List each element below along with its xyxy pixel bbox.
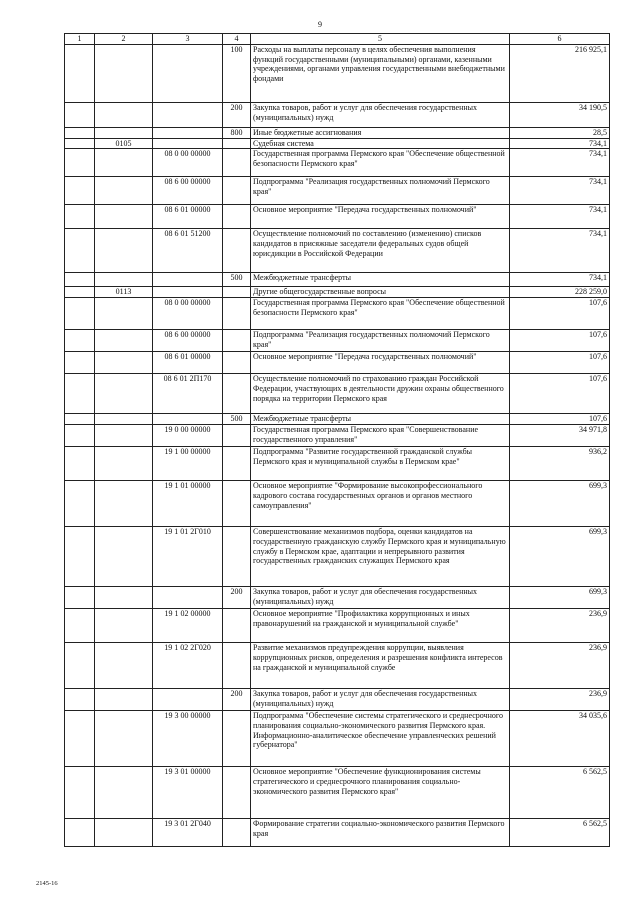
target-article-cell: 19 3 01 2Г040 — [153, 818, 223, 846]
section-cell — [65, 138, 95, 149]
amount-cell: 734,1 — [510, 205, 610, 229]
table-row — [65, 177, 610, 205]
amount-cell: 107,6 — [510, 352, 610, 374]
section-cell — [65, 287, 95, 298]
table-header-row — [65, 34, 610, 45]
subsection-cell — [95, 149, 153, 177]
header-cell: 5 — [251, 34, 510, 45]
description-cell: Основное мероприятие "Передача государственных полномочий" — [251, 352, 510, 374]
table-row — [65, 149, 610, 177]
amount-cell: 734,1 — [510, 229, 610, 273]
expense-type-cell — [223, 149, 251, 177]
expense-type-cell — [223, 229, 251, 273]
subsection-cell — [95, 273, 153, 287]
amount-cell: 236,9 — [510, 688, 610, 710]
description-cell: Совершенствование механизмов подбора, оценки кандидатов на государственную гражданскую службу Пермского края и муниципальную службу в Пермском крае, адаптации и непрерывного развития государственных гражданских служащих Пермского края — [251, 526, 510, 586]
target-article-cell — [153, 102, 223, 127]
page-number: 9 — [318, 20, 322, 29]
target-article-cell — [153, 127, 223, 138]
target-article-cell: 19 0 00 00000 — [153, 424, 223, 446]
description-cell: Основное мероприятие "Передача государственных полномочий" — [251, 205, 510, 229]
amount-cell: 6 562,5 — [510, 818, 610, 846]
table-row — [65, 586, 610, 608]
amount-cell: 699,3 — [510, 480, 610, 526]
description-cell: Судебная система — [251, 138, 510, 149]
target-article-cell — [153, 688, 223, 710]
table-row — [65, 102, 610, 127]
table-row — [65, 688, 610, 710]
target-article-cell: 08 0 00 00000 — [153, 149, 223, 177]
section-cell — [65, 298, 95, 330]
subsection-cell — [95, 352, 153, 374]
amount-cell: 734,1 — [510, 138, 610, 149]
table-row — [65, 766, 610, 818]
expense-type-cell — [223, 330, 251, 352]
footer-code: 2145-16 — [36, 880, 58, 887]
section-cell — [65, 229, 95, 273]
description-cell: Основное мероприятие "Профилактика коррупционных и иных правонарушений на гражданской и муниципальной службе" — [251, 608, 510, 642]
amount-cell: 734,1 — [510, 273, 610, 287]
table-row — [65, 127, 610, 138]
target-article-cell: 08 6 01 51200 — [153, 229, 223, 273]
amount-cell: 6 562,5 — [510, 766, 610, 818]
expense-type-cell — [223, 205, 251, 229]
expense-type-cell — [223, 352, 251, 374]
subsection-cell — [95, 298, 153, 330]
description-cell: Закупка товаров, работ и услуг для обеспечения государственных (муниципальных) нужд — [251, 102, 510, 127]
table-row — [65, 44, 610, 102]
subsection-cell — [95, 127, 153, 138]
expense-type-cell — [223, 480, 251, 526]
target-article-cell: 19 1 01 2Г010 — [153, 526, 223, 586]
section-cell — [65, 526, 95, 586]
target-article-cell — [153, 44, 223, 102]
table-row — [65, 710, 610, 766]
table-row — [65, 298, 610, 330]
expense-type-cell: 200 — [223, 102, 251, 127]
subsection-cell — [95, 526, 153, 586]
table-row — [65, 642, 610, 688]
table-row — [65, 229, 610, 273]
table-row — [65, 818, 610, 846]
amount-cell: 236,9 — [510, 608, 610, 642]
section-cell — [65, 608, 95, 642]
amount-cell: 34 190,5 — [510, 102, 610, 127]
target-article-cell: 19 1 02 2Г020 — [153, 642, 223, 688]
expense-type-cell — [223, 138, 251, 149]
subsection-cell — [95, 480, 153, 526]
amount-cell: 734,1 — [510, 177, 610, 205]
amount-cell: 699,3 — [510, 526, 610, 586]
amount-cell: 107,6 — [510, 414, 610, 425]
expense-type-cell — [223, 818, 251, 846]
target-article-cell — [153, 287, 223, 298]
description-cell: Другие общегосударственные вопросы — [251, 287, 510, 298]
expense-type-cell: 500 — [223, 273, 251, 287]
budget-table — [64, 33, 610, 847]
subsection-cell — [95, 710, 153, 766]
subsection-cell — [95, 44, 153, 102]
description-cell: Основное мероприятие "Формирование высокопрофессионального кадрового состава государственных органов и органов местного самоуправления" — [251, 480, 510, 526]
table-row — [65, 287, 610, 298]
amount-cell: 107,6 — [510, 298, 610, 330]
section-cell — [65, 710, 95, 766]
amount-cell: 216 925,1 — [510, 44, 610, 102]
expense-type-cell: 100 — [223, 44, 251, 102]
header-cell: 1 — [65, 34, 95, 45]
amount-cell: 236,9 — [510, 642, 610, 688]
target-article-cell: 08 6 00 00000 — [153, 330, 223, 352]
description-cell: Государственная программа Пермского края "Обеспечение общественной безопасности Пермского края" — [251, 149, 510, 177]
header-cell: 3 — [153, 34, 223, 45]
target-article-cell: 08 6 01 00000 — [153, 205, 223, 229]
description-cell: Осуществление полномочий по составлению (изменению) списков кандидатов в присяжные заседатели федеральных судов общей юрисдикции в Российской Федерации — [251, 229, 510, 273]
subsection-cell — [95, 608, 153, 642]
expense-type-cell — [223, 642, 251, 688]
table-row — [65, 205, 610, 229]
table-row — [65, 480, 610, 526]
section-cell — [65, 127, 95, 138]
section-cell — [65, 352, 95, 374]
target-article-cell: 08 0 00 00000 — [153, 298, 223, 330]
description-cell: Основное мероприятие "Обеспечение функционирования системы стратегического и среднесрочного планирования социально-экономического развития Пермского края" — [251, 766, 510, 818]
description-cell: Подпрограмма "Развитие государственной гражданской службы Пермского края и муниципальной службы в Пермском крае" — [251, 446, 510, 480]
subsection-cell — [95, 688, 153, 710]
description-cell: Расходы на выплаты персоналу в целях обеспечения выполнения функций государственными (муниципальными) органами, казенными учреждениями, органами управления государственными внебюджетными фондами — [251, 44, 510, 102]
description-cell: Иные бюджетные ассигнования — [251, 127, 510, 138]
table-row — [65, 526, 610, 586]
section-cell — [65, 102, 95, 127]
amount-cell: 107,6 — [510, 330, 610, 352]
expense-type-cell — [223, 177, 251, 205]
section-cell — [65, 44, 95, 102]
expense-type-cell: 200 — [223, 586, 251, 608]
section-cell — [65, 205, 95, 229]
description-cell: Подпрограмма "Реализация государственных полномочий Пермского края" — [251, 330, 510, 352]
description-cell: Осуществление полномочий по страхованию граждан Российской Федерации, участвующих в деятельности дружин охраны общественного порядка на территории Пермского края — [251, 374, 510, 414]
subsection-cell: 0105 — [95, 138, 153, 149]
table-row — [65, 424, 610, 446]
section-cell — [65, 374, 95, 414]
subsection-cell — [95, 330, 153, 352]
expense-type-cell — [223, 287, 251, 298]
expense-type-cell: 800 — [223, 127, 251, 138]
description-cell: Закупка товаров, работ и услуг для обеспечения государственных (муниципальных) нужд — [251, 586, 510, 608]
target-article-cell: 19 3 00 00000 — [153, 710, 223, 766]
target-article-cell: 19 1 01 00000 — [153, 480, 223, 526]
amount-cell: 228 259,0 — [510, 287, 610, 298]
section-cell — [65, 273, 95, 287]
amount-cell: 34 035,6 — [510, 710, 610, 766]
section-cell — [65, 642, 95, 688]
target-article-cell — [153, 273, 223, 287]
subsection-cell — [95, 424, 153, 446]
description-cell: Развитие механизмов предупреждения коррупции, выявления коррупционных рисков, определения и разрешения конфликта интересов на гражданской и муниципальной службе — [251, 642, 510, 688]
amount-cell: 107,6 — [510, 374, 610, 414]
target-article-cell — [153, 138, 223, 149]
amount-cell: 699,3 — [510, 586, 610, 608]
expense-type-cell — [223, 766, 251, 818]
amount-cell: 734,1 — [510, 149, 610, 177]
description-cell: Подпрограмма "Обеспечение системы стратегического и среднесрочного планирования социально-экономического развития Пермского края. Информационно-аналитическое обеспечение управленческих решений губернатора" — [251, 710, 510, 766]
expense-type-cell: 200 — [223, 688, 251, 710]
header-cell: 2 — [95, 34, 153, 45]
subsection-cell — [95, 229, 153, 273]
target-article-cell: 08 6 01 00000 — [153, 352, 223, 374]
section-cell — [65, 149, 95, 177]
subsection-cell — [95, 205, 153, 229]
amount-cell: 936,2 — [510, 446, 610, 480]
amount-cell: 28,5 — [510, 127, 610, 138]
subsection-cell — [95, 586, 153, 608]
subsection-cell — [95, 766, 153, 818]
target-article-cell: 08 6 00 00000 — [153, 177, 223, 205]
table-row — [65, 446, 610, 480]
section-cell — [65, 424, 95, 446]
expense-type-cell — [223, 298, 251, 330]
target-article-cell: 19 1 00 00000 — [153, 446, 223, 480]
subsection-cell — [95, 446, 153, 480]
description-cell: Межбюджетные трансферты — [251, 273, 510, 287]
target-article-cell: 19 1 02 00000 — [153, 608, 223, 642]
target-article-cell: 08 6 01 2П170 — [153, 374, 223, 414]
description-cell: Закупка товаров, работ и услуг для обеспечения государственных (муниципальных) нужд — [251, 688, 510, 710]
section-cell — [65, 766, 95, 818]
subsection-cell — [95, 818, 153, 846]
section-cell — [65, 586, 95, 608]
subsection-cell: 0113 — [95, 287, 153, 298]
description-cell: Государственная программа Пермского края "Совершенствование государственного управления" — [251, 424, 510, 446]
section-cell — [65, 414, 95, 425]
section-cell — [65, 480, 95, 526]
section-cell — [65, 446, 95, 480]
description-cell: Формирование стратегии социально-экономического развития Пермского края — [251, 818, 510, 846]
expense-type-cell — [223, 424, 251, 446]
table-row — [65, 374, 610, 414]
amount-cell: 34 971,8 — [510, 424, 610, 446]
section-cell — [65, 688, 95, 710]
section-cell — [65, 818, 95, 846]
description-cell: Межбюджетные трансферты — [251, 414, 510, 425]
description-cell: Подпрограмма "Реализация государственных полномочий Пермского края" — [251, 177, 510, 205]
expense-type-cell — [223, 608, 251, 642]
expense-type-cell — [223, 374, 251, 414]
subsection-cell — [95, 642, 153, 688]
table-row — [65, 352, 610, 374]
description-cell: Государственная программа Пермского края "Обеспечение общественной безопасности Пермского края" — [251, 298, 510, 330]
table-row — [65, 138, 610, 149]
target-article-cell — [153, 414, 223, 425]
subsection-cell — [95, 414, 153, 425]
subsection-cell — [95, 374, 153, 414]
target-article-cell: 19 3 01 00000 — [153, 766, 223, 818]
table-row — [65, 414, 610, 425]
subsection-cell — [95, 102, 153, 127]
header-cell: 4 — [223, 34, 251, 45]
expense-type-cell: 500 — [223, 414, 251, 425]
table-row — [65, 608, 610, 642]
header-cell: 6 — [510, 34, 610, 45]
table-row — [65, 330, 610, 352]
target-article-cell — [153, 586, 223, 608]
section-cell — [65, 177, 95, 205]
expense-type-cell — [223, 526, 251, 586]
section-cell — [65, 330, 95, 352]
expense-type-cell — [223, 446, 251, 480]
subsection-cell — [95, 177, 153, 205]
expense-type-cell — [223, 710, 251, 766]
table-row — [65, 273, 610, 287]
